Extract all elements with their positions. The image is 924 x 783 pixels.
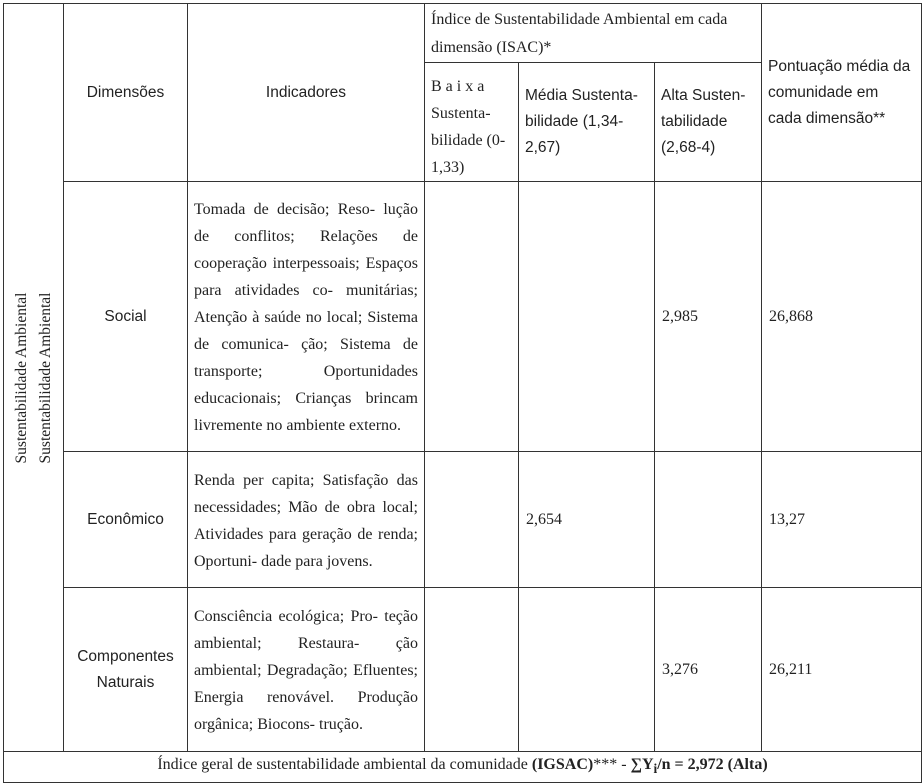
alta-cell: 2,985	[655, 182, 762, 452]
footer-igsac-label: (IGSAC)	[531, 756, 594, 773]
header-pontuacao: Pontuação média da comunidade em cada dimensão**	[762, 4, 922, 182]
side-label-line-2: Sustentabilidade Ambiental	[36, 292, 54, 463]
pontuacao-cell: 26,211	[762, 588, 922, 752]
alta-cell	[655, 452, 762, 588]
media-cell	[519, 588, 655, 752]
media-cell: 2,654	[519, 452, 655, 588]
footer-stars: *** -	[593, 756, 631, 773]
footer-subscript: i	[653, 761, 658, 777]
indicators-cell: Consciência ecológica; Pro- teção ambiental; Restaura- ção ambiental; Degradação; Efluentes; Energia renovável. Produção orgânica; Biocons- trução.	[188, 588, 425, 752]
dimension-cell: Social	[64, 182, 188, 452]
header-alta: Alta Susten- tabilidade (2,68-4)	[655, 63, 762, 182]
baixa-cell	[425, 588, 519, 752]
dimension-cell: Econômico	[64, 452, 188, 588]
pontuacao-cell: 13,27	[762, 452, 922, 588]
indicators-cell: Renda per capita; Satisfação das necessidades; Mão de obra local; Atividades para geração de renda; Oportuni- dade para jovens.	[188, 452, 425, 588]
footer-formula: ∑Y	[630, 756, 654, 773]
table-row	[4, 182, 922, 452]
baixa-cell	[425, 182, 519, 452]
header-dimensoes: Dimensões	[64, 4, 188, 182]
indicators-cell: Tomada de decisão; Reso- lução de conflitos; Relações de cooperação interpessoais; Espaços para atividades co- munitárias; Atenção à saúde no local; Sistema de comunica- ção; Sistema de transporte; Oportunidades educacionais; Crianças brincam livremente no ambiente externo.	[188, 182, 425, 452]
sustainability-table	[3, 3, 922, 783]
header-indicadores: Indicadores	[188, 4, 425, 182]
table-row	[4, 588, 922, 752]
header-isac: Índice de Sustentabilidade Ambiental em cada dimensão (ISAC)*	[425, 4, 762, 63]
pontuacao-cell: 26,868	[762, 182, 922, 452]
media-cell	[519, 182, 655, 452]
side-label-cell	[4, 4, 64, 752]
baixa-cell	[425, 452, 519, 588]
footer-prefix: Índice geral de sustentabilidade ambiental da comunidade	[157, 756, 532, 773]
table-row	[4, 452, 922, 588]
footer-igsac	[4, 752, 922, 783]
dimension-cell: Componentes Naturais	[64, 588, 188, 752]
header-media: Média Sustenta- bilidade (1,34-2,67)	[519, 63, 655, 182]
alta-cell: 3,276	[655, 588, 762, 752]
header-baixa: B a i x a Sustenta- bilidade (0-1,33)	[425, 63, 519, 182]
footer-result: /n = 2,972 (Alta)	[657, 756, 768, 773]
side-label-line-1: Sustentabilidade Ambiental	[12, 292, 30, 463]
